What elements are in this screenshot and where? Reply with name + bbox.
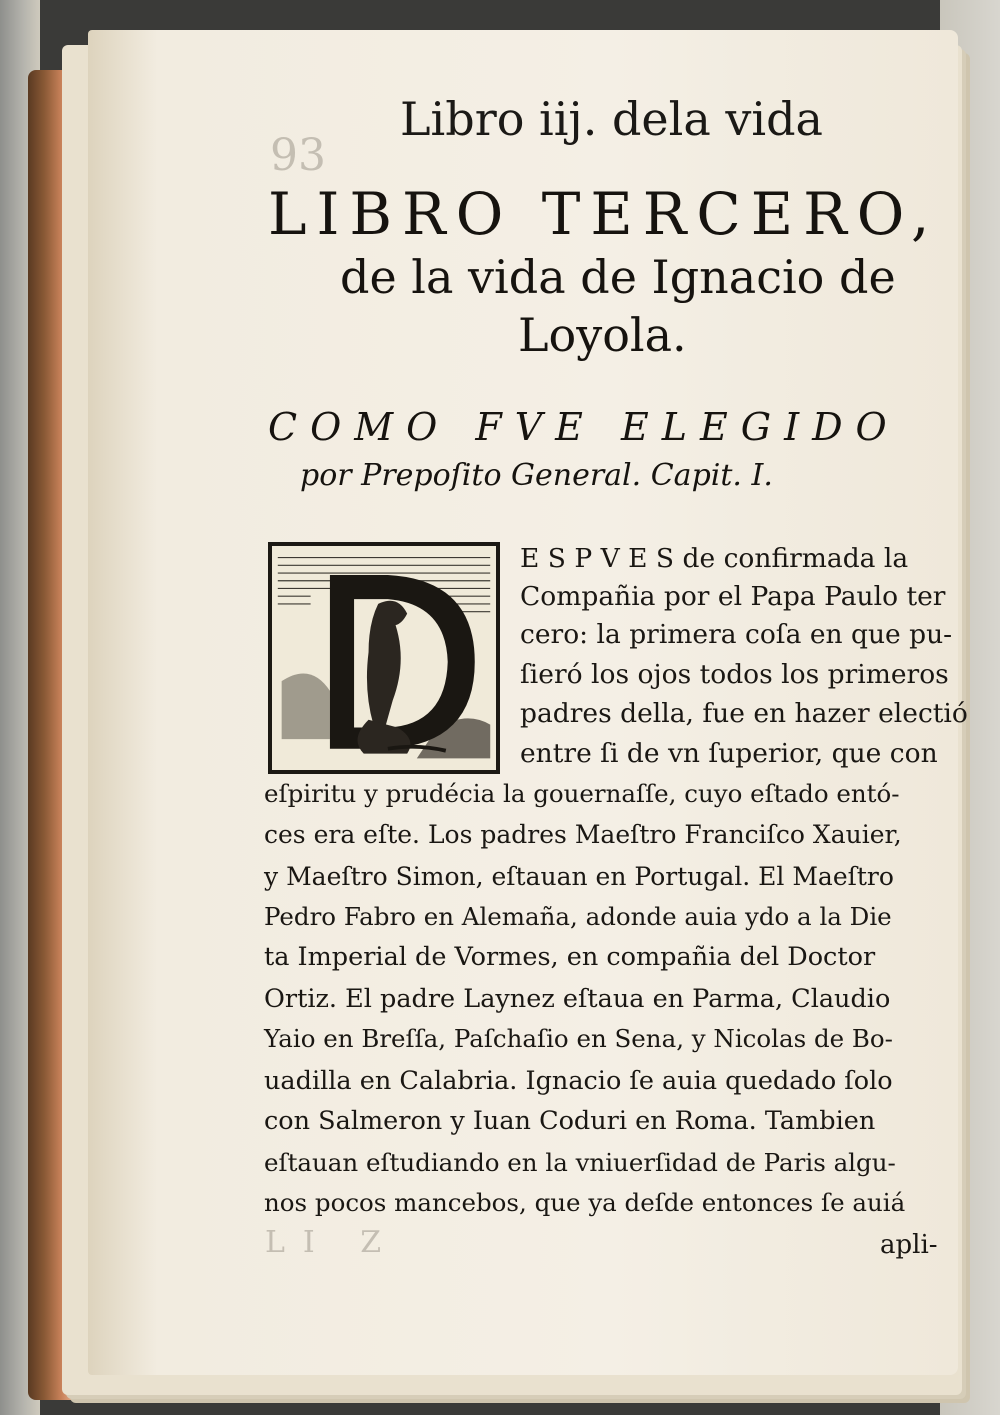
decorated-initial — [268, 542, 500, 774]
body-line-13: Yaio en Breſſa, Paſchaſio en Sena, y Nicolas de Bo- — [264, 1024, 893, 1053]
body-line-10: Pedro Fabro en Alemaña, adonde auia ydo a la Die — [264, 902, 892, 931]
running-head: Libro iij. dela vida — [400, 92, 823, 146]
chapter-heading-line-1: COMO FVE ELEGIDO — [268, 405, 900, 449]
body-line-9: y Maeſtro Simon, eſtauan en Portugal. El Maeſtro — [264, 862, 894, 891]
body-line-15: con Salmeron y Iuan Coduri en Roma. Tambien — [264, 1106, 876, 1136]
eagle-woodcut-icon — [272, 546, 496, 770]
body-line-11: ta Imperial de Vormes, en compañia del Doctor — [264, 942, 876, 972]
body-line-17: nos pocos mancebos, que ya deſde entonces ſe auiá — [264, 1188, 906, 1217]
show-through-signature: LI Z — [265, 1225, 400, 1260]
body-line-1: E S P V E S de confirmada la — [520, 543, 909, 574]
show-through-page-number: 93 — [270, 130, 326, 181]
body-line-5: padres della, fue en hazer electió — [520, 698, 968, 729]
body-line-6: entre ſi de vn ſuperior, que con — [520, 738, 938, 769]
body-line-8: ces era eſte. Los padres Maeſtro Franciſco Xauier, — [264, 820, 902, 849]
body-line-7: eſpiritu y prudécia la gouernaſſe, cuyo eſtado entó- — [264, 779, 900, 808]
book-title-line-1: LIBRO TERCERO, — [268, 180, 940, 248]
book-title-line-3: Loyola. — [518, 308, 687, 362]
body-line-4: ſieró los ojos todos los primeros — [520, 659, 949, 690]
body-line-3: cero: la primera coſa en que pu- — [520, 619, 953, 650]
body-line-12: Ortiz. El padre Laynez eſtaua en Parma, Claudio — [264, 984, 891, 1014]
book-title-line-2: de la vida de Ignacio de — [340, 250, 896, 304]
catchword: apli- — [880, 1230, 938, 1260]
body-line-14: uadilla en Calabria. Ignacio ſe auia quedado ſolo — [264, 1066, 893, 1096]
body-line-2: Compañia por el Papa Paulo ter — [520, 581, 946, 612]
body-line-16: eſtauan eſtudiando en la vniuerſidad de Paris algu- — [264, 1148, 896, 1177]
chapter-heading-line-2: por Prepoſito General. Capit. I. — [300, 458, 773, 493]
